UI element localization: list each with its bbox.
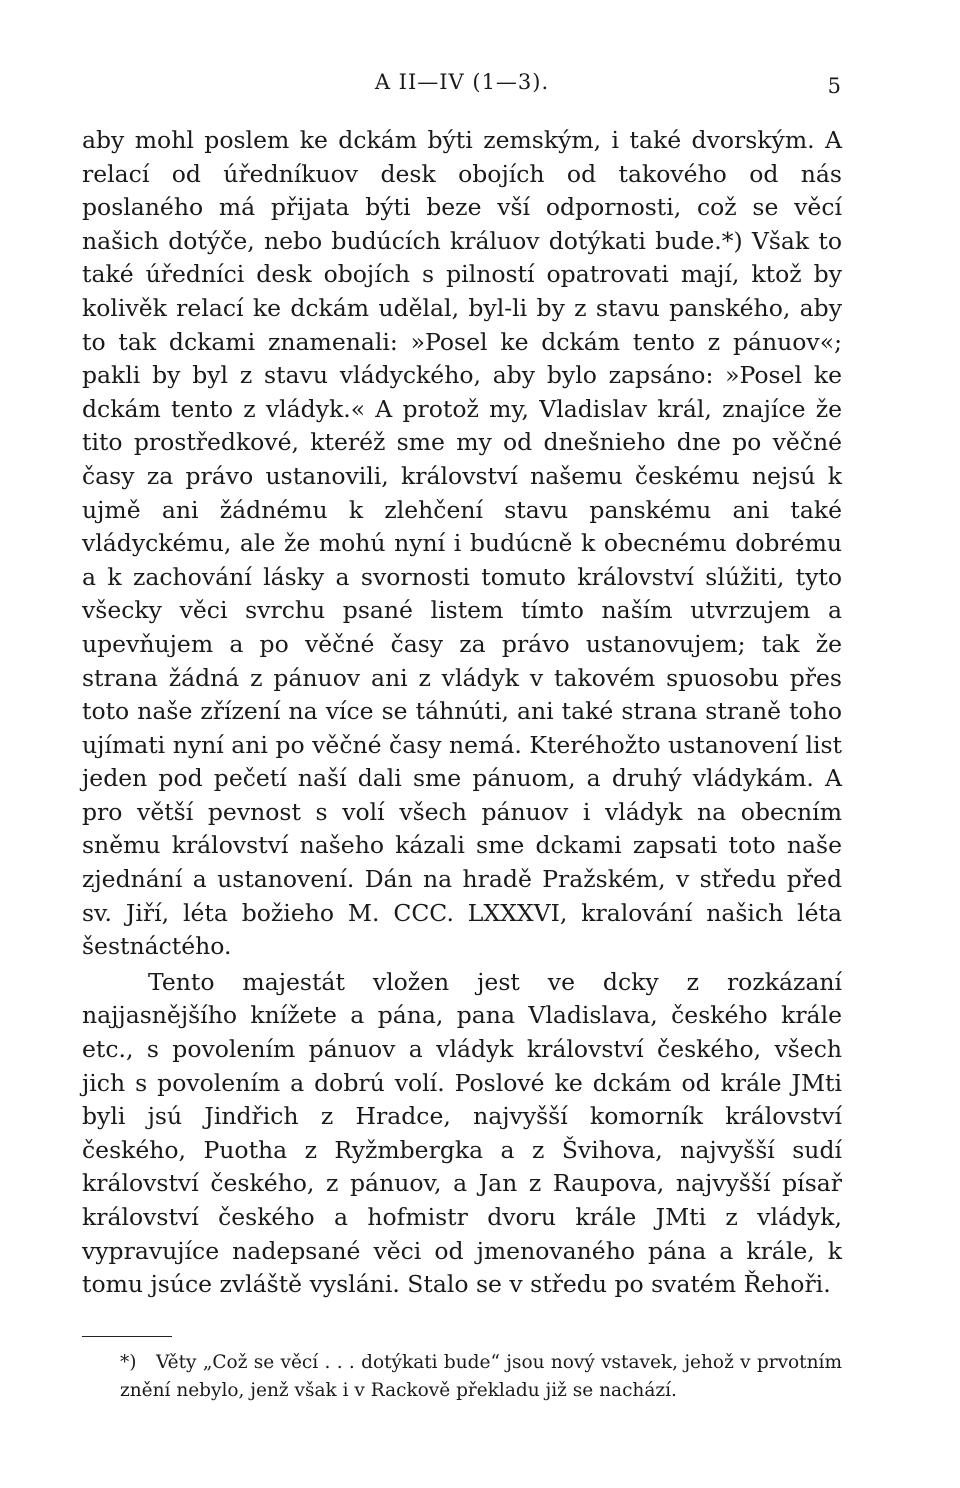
running-title: A II—IV (1—3). bbox=[374, 70, 550, 94]
page-number: 5 bbox=[827, 74, 842, 98]
paragraph-1: aby mohl poslem ke dckám býti zemským, i také dvorským. A relací od úředníkuov desk obojích od takového od nás poslaného má přijata býti beze vší odpornosti, což se věcí našich dotýče, nebo budúcích králuov dotýkati bude.*) Však to také úředníci desk obojích s pilností opatrovati mají, ktož by kolivěk relací ke dckám udělal, byl-li by z stavu panského, aby to tak dckami znamenali: »Posel ke dckám tento z pánuov«; pakli by byl z stavu vládyckého, aby bylo zapsáno: »Posel ke dckám tento z vládyk.« A protož my, Vladislav král, znajíce že tito prostředkové, kteréž sme my od dnešnieho dne po věčné časy za právo ustanovili, království našemu českému nejsú k ujmě ani žádnému k zlehčení stavu panskému ani také vládyckému, ale že mohú nyní i budúcně k obecnému dobrému a k zachování lásky a svornosti tomuto království slúžiti, tyto všecky věci svrchu psané listem tímto naším utvrzujem a upevňujem a po věčné časy za právo ustanovujem; tak že strana žádná z pánuov ani z vládyk v takovém spuosobu přes toto naše zřízení na více se táhnúti, ani také strana straně toho ujímati nyní ani po věčné časy nemá. Kteréhožto ustanovení list jeden pod pečetí naší dali sme pánuom, a druhý vládykám. A pro větší pevnost s volí všech pánuov i vládyk na obecním sněmu království našeho kázali sme dckami zapsati toto naše zjednání a ustanovení. Dán na hradě Pražském, v středu před sv. Jiří, léta božieho M. CCC. LXXXVI, kralování našich léta šestnáctého. bbox=[82, 126, 842, 961]
footnote-mark: *) bbox=[120, 1351, 137, 1373]
footnote-text: Věty „Což se věcí . . . dotýkati bude“ jsou nový vstavek, jehož v prvotním znění nebylo, jenž však i v Rackově překladu již se nachází. bbox=[120, 1351, 842, 1401]
running-header bbox=[82, 60, 842, 100]
page bbox=[82, 60, 842, 1405]
footnote-divider bbox=[82, 1336, 172, 1337]
body-text bbox=[82, 124, 842, 1302]
paragraph-2: Tento majestát vložen jest ve dcky z rozkázaní najjasnějšího knížete a pána, pana Vladislava, českého krále etc., s povolením pánuov a vládyk království českého, všech jich s povolením a dobrú volí. Poslové ke dckám od krále JMti byli jsú Jindřich z Hradce, najvyšší komorník království českého, Puotha z Ryžmbergka a z Švihova, najvyšší sudí království českého, z pánuov, a Jan z Raupova, najvyšší písař království českého a hofmistr dvoru krále JMti z vládyk, vypravujíce nadepsané věci od jmenovaného pána a krále, k tomu jsúce zvláště vysláni. Stalo se v středu po svatém Řehoři. bbox=[82, 967, 842, 1299]
footnote bbox=[82, 1349, 842, 1405]
